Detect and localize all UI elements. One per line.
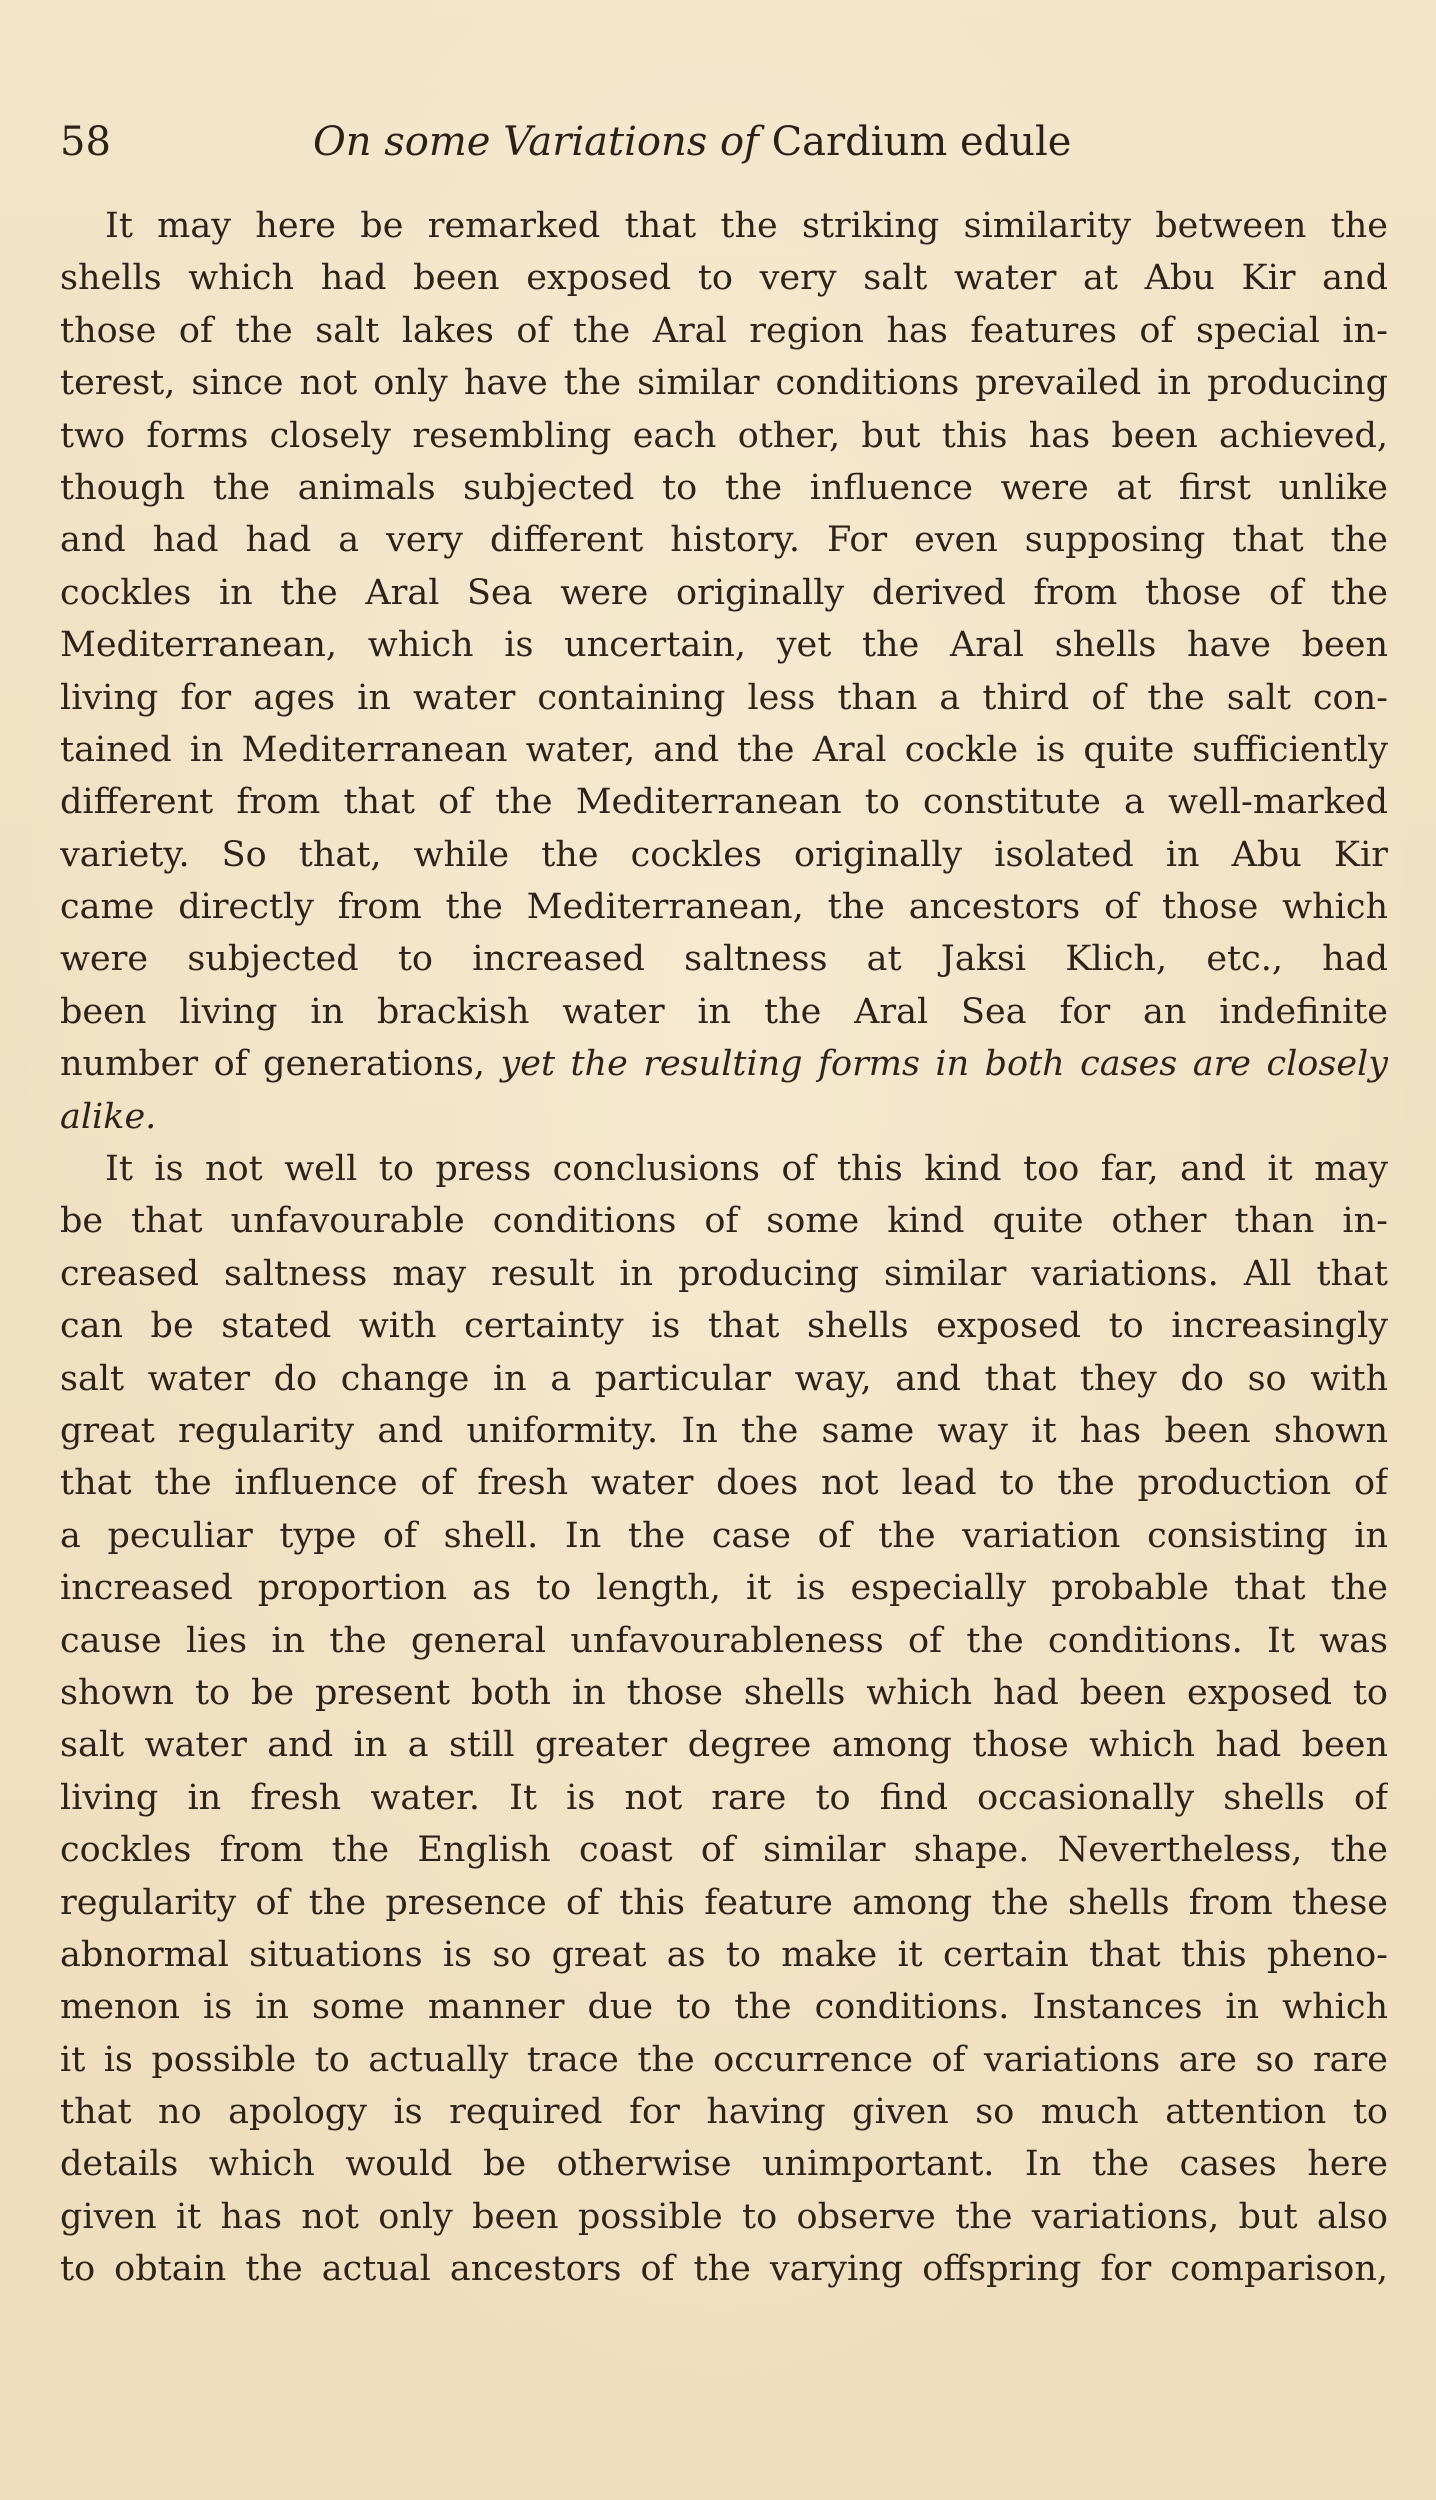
text-line: living in fresh water. It is not rare to find occasionally shells of bbox=[60, 1777, 1388, 1818]
text-italic: yet the resulting forms in both cases are closely bbox=[500, 1044, 1388, 1085]
text-line: details which would be otherwise unimportant. In the cases here bbox=[60, 2144, 1388, 2185]
text-line: it is possible to actually trace the occurrence of variations are so rare bbox=[60, 2039, 1388, 2080]
text-line: creased saltness may result in producing similar variations. All that bbox=[60, 1253, 1388, 1294]
text-line: cockles from the English coast of similar shape. Nevertheless, the bbox=[60, 1830, 1388, 1871]
page-number: 58 bbox=[60, 119, 111, 165]
text-line: that no apology is required for having given so much attention to bbox=[60, 2092, 1388, 2133]
text-line: that the influence of fresh water does not lead to the production of bbox=[60, 1463, 1388, 1504]
text-line: those of the salt lakes of the Aral region has features of special in- bbox=[60, 310, 1388, 351]
text-roman: number of generations, bbox=[60, 1044, 501, 1085]
text-line-mixed bbox=[60, 1038, 1388, 1090]
text-line: be that unfavourable conditions of some kind quite other than in- bbox=[60, 1201, 1388, 1242]
text-line: tained in Mediterranean water, and the Aral cockle is quite sufficiently bbox=[60, 729, 1388, 770]
text-line: variety. So that, while the cockles originally isolated in Abu Kir bbox=[60, 834, 1388, 875]
text-line: and had had a very different history. For even supposing that the bbox=[60, 520, 1388, 561]
text-line: salt water do change in a particular way, and that they do so with bbox=[60, 1358, 1388, 1399]
text-line: came directly from the Mediterranean, the ancestors of those which bbox=[60, 887, 1388, 928]
text-line-italic: alike. bbox=[60, 1096, 157, 1137]
text-line: salt water and in a still greater degree among those which had been bbox=[60, 1725, 1388, 1766]
running-title-species: Cardium edule bbox=[771, 119, 1072, 165]
text-line: It may here be remarked that the striking similarity between the bbox=[105, 206, 1388, 246]
text-line: terest, since not only have the similar conditions prevailed in producing bbox=[60, 363, 1388, 404]
text-line: menon is in some manner due to the conditions. Instances in which bbox=[60, 1987, 1388, 2028]
text-line: shown to be present both in those shells which had been exposed to bbox=[60, 1672, 1388, 1713]
text-line: different from that of the Mediterranean to constitute a well-marked bbox=[60, 782, 1388, 823]
text-line: Mediterranean, which is uncertain, yet the Aral shells have been bbox=[60, 625, 1388, 666]
text-line: though the animals subjected to the influence were at first unlike bbox=[60, 467, 1388, 508]
text-line: shells which had been exposed to very salt water at Abu Kir and bbox=[60, 258, 1388, 299]
paragraph-1 bbox=[60, 200, 1388, 1143]
body-text bbox=[60, 200, 1388, 2296]
text-line: regularity of the presence of this feature among the shells from these bbox=[60, 1882, 1388, 1923]
text-line: given it has not only been possible to observe the variations, but also bbox=[60, 2196, 1388, 2237]
text-line: cause lies in the general unfavourableness of the conditions. It was bbox=[60, 1620, 1388, 1661]
running-title bbox=[313, 112, 1071, 172]
text-line: can be stated with certainty is that shells exposed to increasingly bbox=[60, 1306, 1388, 1347]
text-line: been living in brackish water in the Aral Sea for an indefinite bbox=[60, 991, 1388, 1032]
text-line: cockles in the Aral Sea were originally derived from those of the bbox=[60, 572, 1388, 613]
text-line: It is not well to press conclusions of this kind too far, and it may bbox=[105, 1149, 1388, 1190]
paragraph-2 bbox=[60, 1143, 1388, 2296]
text-line: two forms closely resembling each other, but this has been achieved, bbox=[60, 415, 1388, 456]
running-title-italic: On some Variations of bbox=[313, 119, 759, 165]
text-line: living for ages in water containing less than a third of the salt con- bbox=[60, 677, 1388, 718]
text-line: great regularity and uniformity. In the same way it has been shown bbox=[60, 1410, 1388, 1451]
text-line: increased proportion as to length, it is especially probable that the bbox=[60, 1568, 1388, 1609]
text-line: a peculiar type of shell. In the case of the variation consisting in bbox=[60, 1515, 1388, 1556]
text-line: to obtain the actual ancestors of the varying offspring for comparison, bbox=[60, 2249, 1388, 2290]
page-header bbox=[60, 112, 1390, 172]
text-line: were subjected to increased saltness at Jaksi Klich, etc., had bbox=[60, 939, 1388, 980]
text-line: abnormal situations is so great as to make it certain that this pheno- bbox=[60, 1934, 1388, 1975]
